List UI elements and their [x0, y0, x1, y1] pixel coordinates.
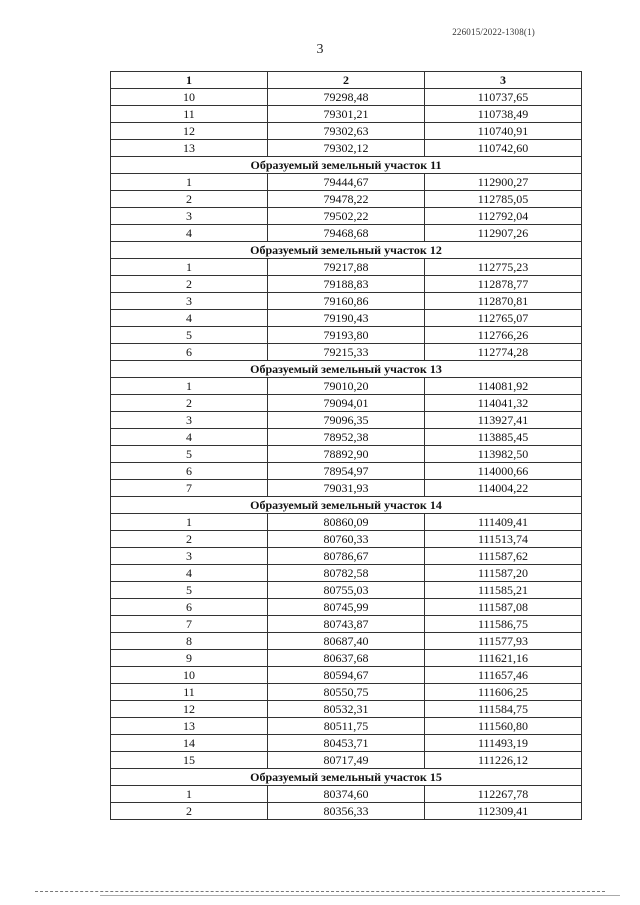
table-row: [111, 191, 582, 208]
y-coordinate-cell: 111577,93: [425, 633, 582, 650]
x-coordinate-cell: 80755,03: [268, 582, 425, 599]
x-coordinate-cell: 79302,12: [268, 140, 425, 157]
point-number-cell: 3: [111, 293, 268, 310]
table-row: [111, 378, 582, 395]
table-row: [111, 803, 582, 820]
y-coordinate-cell: 111657,46: [425, 667, 582, 684]
table-row: [111, 174, 582, 191]
table-row: [111, 786, 582, 803]
x-coordinate-cell: 80453,71: [268, 735, 425, 752]
table-row: [111, 650, 582, 667]
x-coordinate-cell: 79301,21: [268, 106, 425, 123]
table-row: [111, 565, 582, 582]
table-row: [111, 480, 582, 497]
y-coordinate-cell: 111560,80: [425, 718, 582, 735]
y-coordinate-cell: 111586,75: [425, 616, 582, 633]
table-body: [111, 89, 582, 820]
section-title: Образуемый земельный участок 15: [111, 769, 582, 786]
x-coordinate-cell: 80743,87: [268, 616, 425, 633]
x-coordinate-cell: 79096,35: [268, 412, 425, 429]
x-coordinate-cell: 80374,60: [268, 786, 425, 803]
y-coordinate-cell: 112309,41: [425, 803, 582, 820]
y-coordinate-cell: 110740,91: [425, 123, 582, 140]
point-number-cell: 3: [111, 412, 268, 429]
y-coordinate-cell: 113885,45: [425, 429, 582, 446]
x-coordinate-cell: 78952,38: [268, 429, 425, 446]
x-coordinate-cell: 78892,90: [268, 446, 425, 463]
table-row: [111, 344, 582, 361]
coordinates-table: [110, 71, 582, 820]
table-row: [111, 548, 582, 565]
point-number-cell: 6: [111, 599, 268, 616]
x-coordinate-cell: 80786,67: [268, 548, 425, 565]
y-coordinate-cell: 112267,78: [425, 786, 582, 803]
table-row: [111, 123, 582, 140]
table-row: [111, 276, 582, 293]
point-number-cell: 7: [111, 616, 268, 633]
column-header-1: 1: [111, 72, 268, 89]
y-coordinate-cell: 111493,19: [425, 735, 582, 752]
x-coordinate-cell: 80594,67: [268, 667, 425, 684]
point-number-cell: 6: [111, 463, 268, 480]
x-coordinate-cell: 80511,75: [268, 718, 425, 735]
table-row: [111, 599, 582, 616]
table-row: [111, 718, 582, 735]
y-coordinate-cell: 112792,04: [425, 208, 582, 225]
table-row: [111, 395, 582, 412]
point-number-cell: 4: [111, 565, 268, 582]
column-header-3: 3: [425, 72, 582, 89]
section-title: Образуемый земельный участок 14: [111, 497, 582, 514]
point-number-cell: 3: [111, 548, 268, 565]
x-coordinate-cell: 79031,93: [268, 480, 425, 497]
x-coordinate-cell: 79444,67: [268, 174, 425, 191]
point-number-cell: 1: [111, 378, 268, 395]
y-coordinate-cell: 111226,12: [425, 752, 582, 769]
table-row: [111, 412, 582, 429]
y-coordinate-cell: 112765,07: [425, 310, 582, 327]
y-coordinate-cell: 111606,25: [425, 684, 582, 701]
point-number-cell: 8: [111, 633, 268, 650]
x-coordinate-cell: 80637,68: [268, 650, 425, 667]
table-row: [111, 633, 582, 650]
y-coordinate-cell: 110742,60: [425, 140, 582, 157]
x-coordinate-cell: 79478,22: [268, 191, 425, 208]
section-title: Образуемый земельный участок 12: [111, 242, 582, 259]
y-coordinate-cell: 112766,26: [425, 327, 582, 344]
x-coordinate-cell: 79215,33: [268, 344, 425, 361]
x-coordinate-cell: 80860,09: [268, 514, 425, 531]
x-coordinate-cell: 79188,83: [268, 276, 425, 293]
point-number-cell: 2: [111, 531, 268, 548]
point-number-cell: 2: [111, 395, 268, 412]
section-header-row: [111, 769, 582, 786]
y-coordinate-cell: 111587,08: [425, 599, 582, 616]
point-number-cell: 4: [111, 225, 268, 242]
point-number-cell: 1: [111, 514, 268, 531]
x-coordinate-cell: 80550,75: [268, 684, 425, 701]
point-number-cell: 15: [111, 752, 268, 769]
point-number-cell: 2: [111, 191, 268, 208]
section-title: Образуемый земельный участок 11: [111, 157, 582, 174]
table-row: [111, 446, 582, 463]
table-row: [111, 735, 582, 752]
section-header-row: [111, 242, 582, 259]
y-coordinate-cell: 113927,41: [425, 412, 582, 429]
document-id: 226015/2022-1308(1): [452, 27, 535, 37]
section-header-row: [111, 497, 582, 514]
table-row: [111, 106, 582, 123]
point-number-cell: 11: [111, 684, 268, 701]
point-number-cell: 12: [111, 701, 268, 718]
table-row: [111, 684, 582, 701]
table-row: [111, 429, 582, 446]
point-number-cell: 6: [111, 344, 268, 361]
point-number-cell: 2: [111, 803, 268, 820]
x-coordinate-cell: 79010,20: [268, 378, 425, 395]
point-number-cell: 1: [111, 786, 268, 803]
y-coordinate-cell: 114004,22: [425, 480, 582, 497]
point-number-cell: 3: [111, 208, 268, 225]
point-number-cell: 9: [111, 650, 268, 667]
table-row: [111, 259, 582, 276]
point-number-cell: 11: [111, 106, 268, 123]
point-number-cell: 5: [111, 327, 268, 344]
x-coordinate-cell: 80745,99: [268, 599, 425, 616]
y-coordinate-cell: 112878,77: [425, 276, 582, 293]
point-number-cell: 2: [111, 276, 268, 293]
table-row: [111, 463, 582, 480]
y-coordinate-cell: 110738,49: [425, 106, 582, 123]
point-number-cell: 4: [111, 310, 268, 327]
y-coordinate-cell: 114041,32: [425, 395, 582, 412]
section-header-row: [111, 361, 582, 378]
point-number-cell: 12: [111, 123, 268, 140]
y-coordinate-cell: 112775,23: [425, 259, 582, 276]
x-coordinate-cell: 80532,31: [268, 701, 425, 718]
y-coordinate-cell: 112870,81: [425, 293, 582, 310]
y-coordinate-cell: 112785,05: [425, 191, 582, 208]
column-header-2: 2: [268, 72, 425, 89]
table-row: [111, 293, 582, 310]
x-coordinate-cell: 79502,22: [268, 208, 425, 225]
footer-divider-secondary: [100, 895, 620, 896]
section-title: Образуемый земельный участок 13: [111, 361, 582, 378]
point-number-cell: 4: [111, 429, 268, 446]
point-number-cell: 1: [111, 259, 268, 276]
y-coordinate-cell: 111584,75: [425, 701, 582, 718]
y-coordinate-cell: 110737,65: [425, 89, 582, 106]
x-coordinate-cell: 79094,01: [268, 395, 425, 412]
point-number-cell: 13: [111, 140, 268, 157]
y-coordinate-cell: 111587,62: [425, 548, 582, 565]
x-coordinate-cell: 80782,58: [268, 565, 425, 582]
x-coordinate-cell: 79298,48: [268, 89, 425, 106]
y-coordinate-cell: 114081,92: [425, 378, 582, 395]
x-coordinate-cell: 80717,49: [268, 752, 425, 769]
table-row: [111, 667, 582, 684]
table-row: [111, 582, 582, 599]
point-number-cell: 7: [111, 480, 268, 497]
x-coordinate-cell: 79190,43: [268, 310, 425, 327]
x-coordinate-cell: 78954,97: [268, 463, 425, 480]
y-coordinate-cell: 111585,21: [425, 582, 582, 599]
x-coordinate-cell: 80687,40: [268, 633, 425, 650]
x-coordinate-cell: 79217,88: [268, 259, 425, 276]
table-row: [111, 89, 582, 106]
point-number-cell: 5: [111, 582, 268, 599]
table-row: [111, 514, 582, 531]
section-header-row: [111, 157, 582, 174]
y-coordinate-cell: 111621,16: [425, 650, 582, 667]
point-number-cell: 10: [111, 667, 268, 684]
table-row: [111, 310, 582, 327]
x-coordinate-cell: 79302,63: [268, 123, 425, 140]
point-number-cell: 14: [111, 735, 268, 752]
y-coordinate-cell: 114000,66: [425, 463, 582, 480]
y-coordinate-cell: 111587,20: [425, 565, 582, 582]
table-row: [111, 531, 582, 548]
y-coordinate-cell: 112900,27: [425, 174, 582, 191]
table-header-row: [111, 72, 582, 89]
y-coordinate-cell: 113982,50: [425, 446, 582, 463]
point-number-cell: 5: [111, 446, 268, 463]
table-row: [111, 327, 582, 344]
y-coordinate-cell: 112774,28: [425, 344, 582, 361]
x-coordinate-cell: 80356,33: [268, 803, 425, 820]
table-row: [111, 225, 582, 242]
point-number-cell: 1: [111, 174, 268, 191]
x-coordinate-cell: 79468,68: [268, 225, 425, 242]
table-row: [111, 616, 582, 633]
x-coordinate-cell: 79193,80: [268, 327, 425, 344]
point-number-cell: 10: [111, 89, 268, 106]
table-row: [111, 752, 582, 769]
y-coordinate-cell: 111513,74: [425, 531, 582, 548]
y-coordinate-cell: 112907,26: [425, 225, 582, 242]
y-coordinate-cell: 111409,41: [425, 514, 582, 531]
x-coordinate-cell: 80760,33: [268, 531, 425, 548]
table-row: [111, 140, 582, 157]
table-row: [111, 208, 582, 225]
x-coordinate-cell: 79160,86: [268, 293, 425, 310]
footer-divider: [35, 891, 605, 892]
point-number-cell: 13: [111, 718, 268, 735]
table-row: [111, 701, 582, 718]
page-number: 3: [316, 42, 324, 57]
